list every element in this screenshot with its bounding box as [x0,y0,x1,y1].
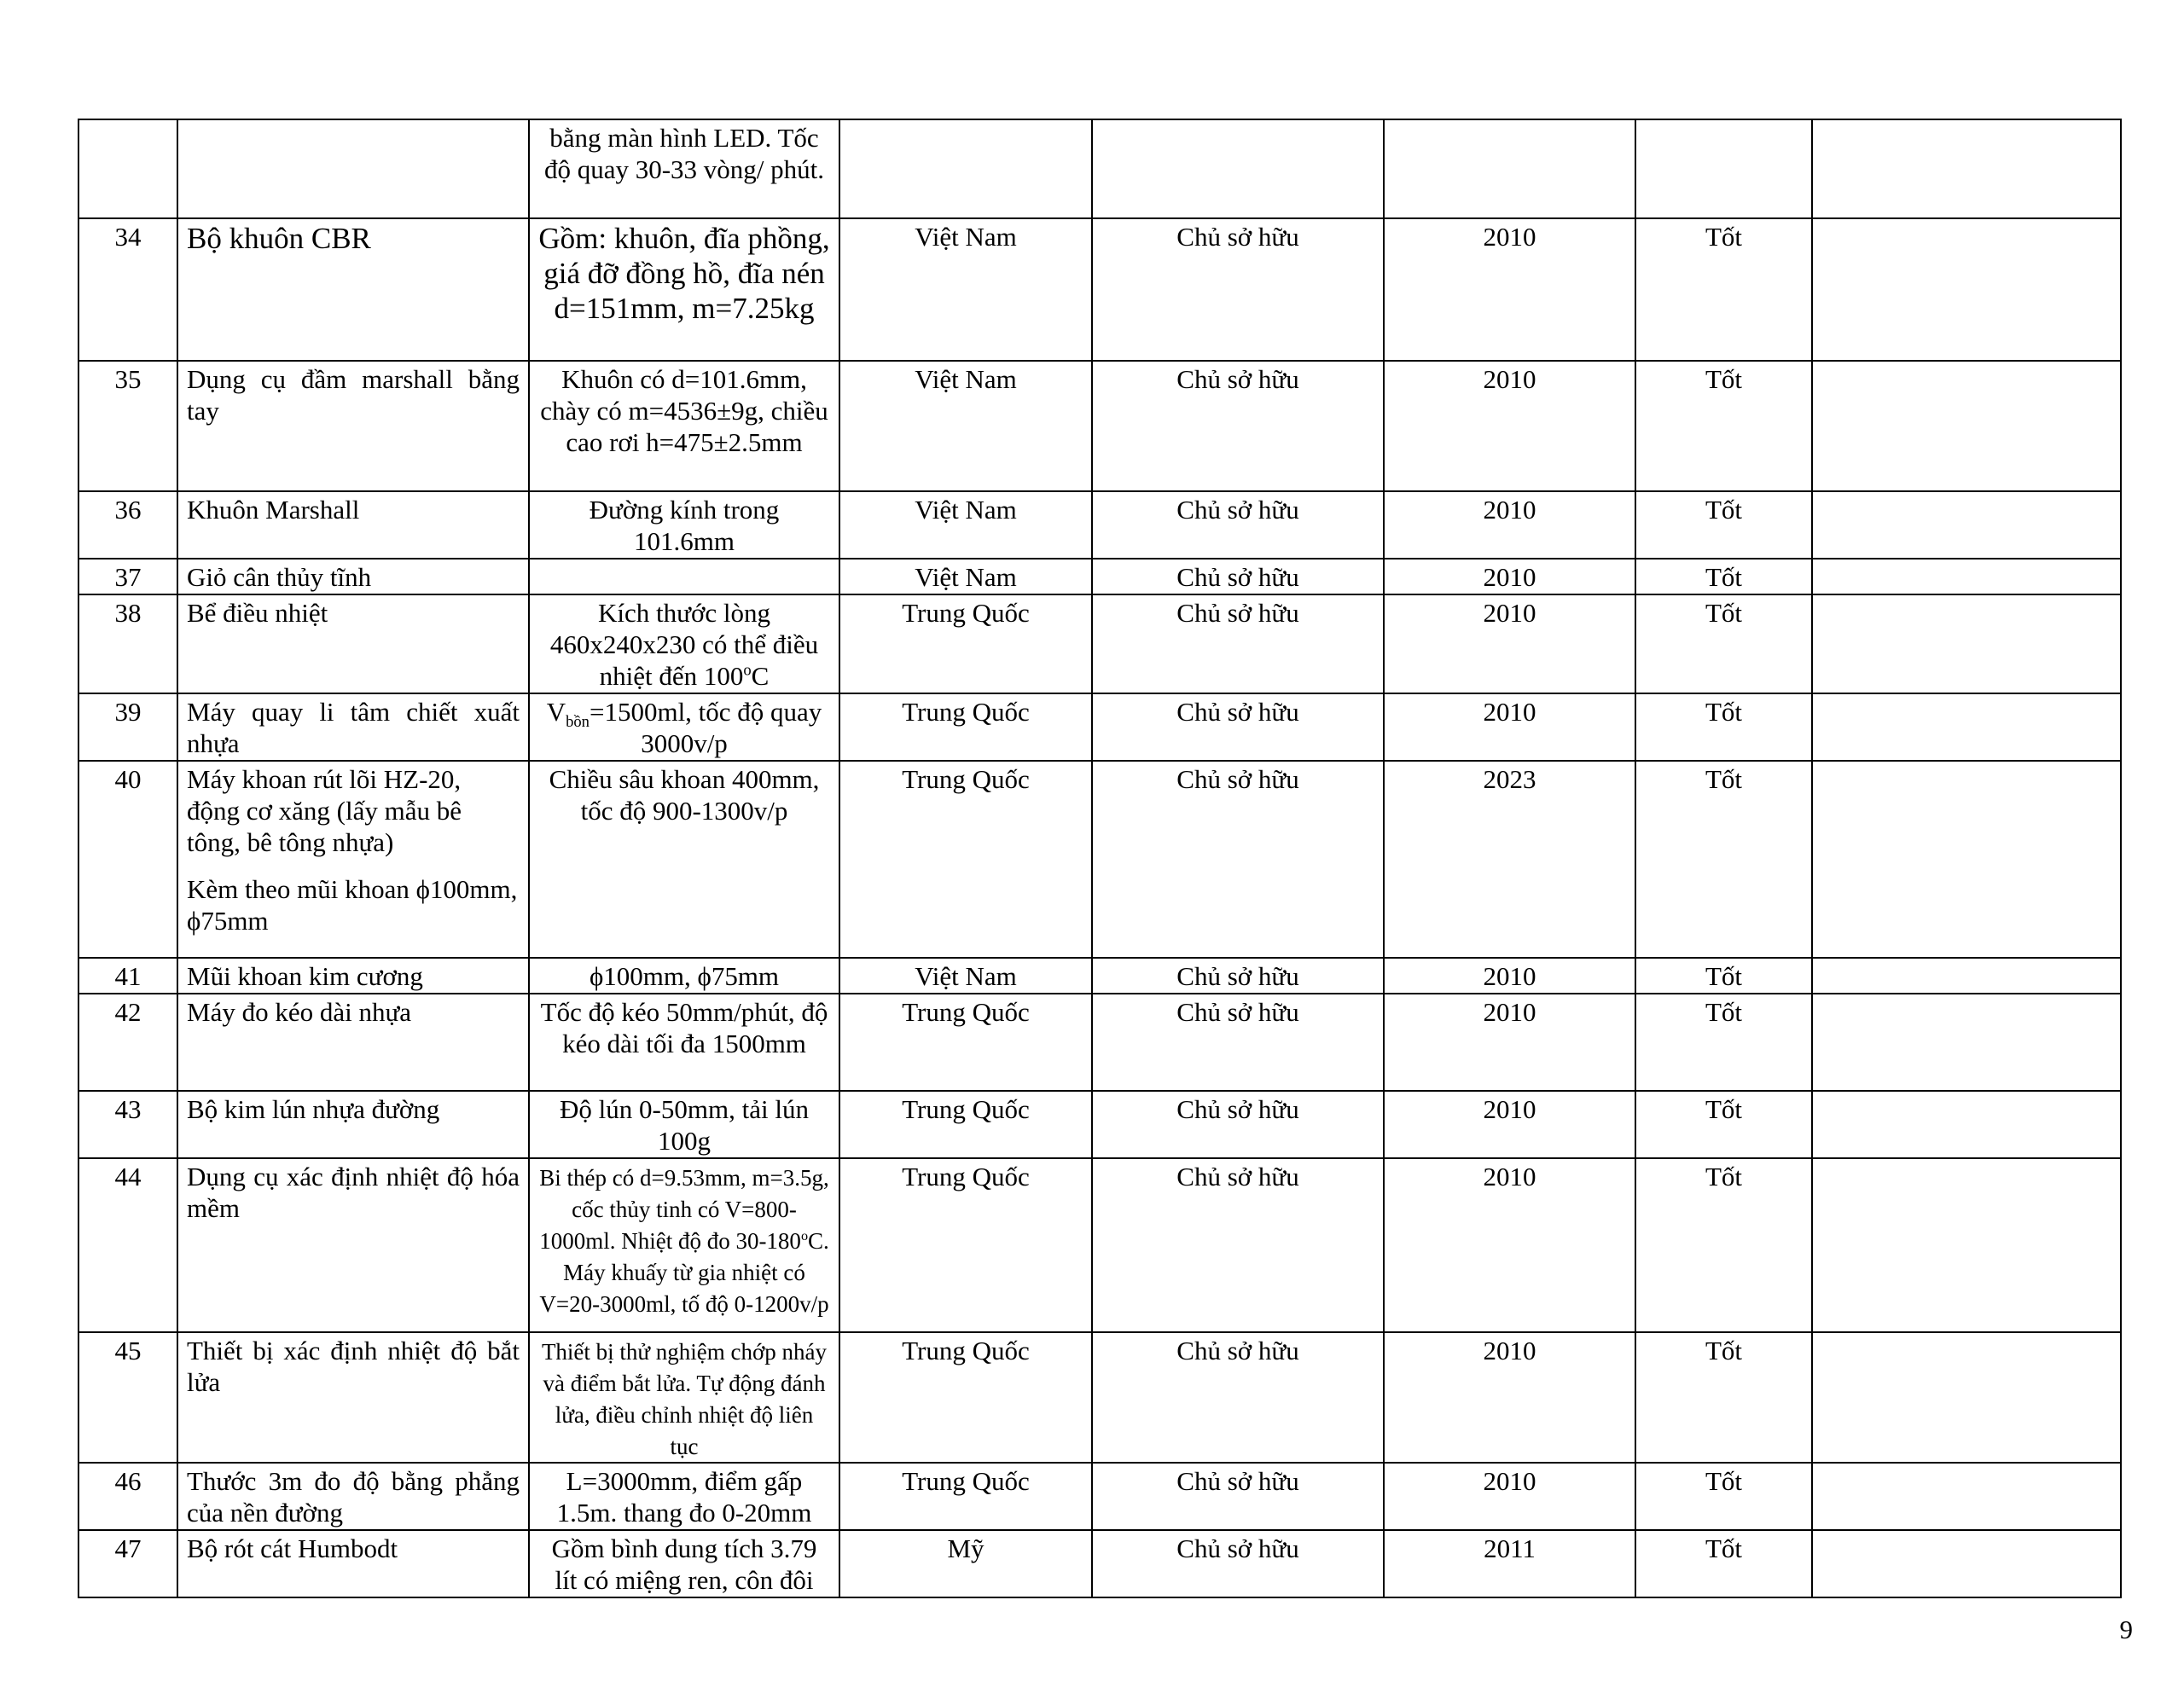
equipment-name: Máy đo kéo dài nhựa [177,994,529,1091]
status: Tốt [1635,994,1812,1091]
equipment-name: Thiết bị xác định nhiệt độ bắt lửa [177,1332,529,1463]
row-number: 44 [78,1158,177,1332]
page-number: 9 [2119,1615,2133,1644]
row-number: 34 [78,218,177,361]
origin: Trung Quốc [839,761,1092,958]
ownership [1092,119,1384,218]
origin: Việt Nam [839,491,1092,559]
table-row [78,1463,2121,1530]
equipment-spec: Gồm: khuôn, đĩa phồng, giá đỡ đồng hồ, đĩa nén d=151mm, m=7.25kg [538,222,830,325]
ownership: Chủ sở hữu [1092,218,1384,361]
equipment-spec: Đường kính trong 101.6mm [529,491,839,559]
ownership: Chủ sở hữu [1092,594,1384,693]
ownership: Chủ sở hữu [1092,958,1384,994]
year: 2010 [1384,1158,1635,1332]
ownership: Chủ sở hữu [1092,761,1384,958]
table-row [78,594,2121,693]
equipment-name: Khuôn Marshall [177,491,529,559]
row-number: 40 [78,761,177,958]
equipment-spec [529,559,839,594]
origin: Việt Nam [839,218,1092,361]
equipment-spec: ϕ100mm, ϕ75mm [529,958,839,994]
note [1812,693,2121,761]
note [1812,1463,2121,1530]
status: Tốt [1635,1530,1812,1597]
ownership: Chủ sở hữu [1092,1158,1384,1332]
year: 2010 [1384,218,1635,361]
year [1384,119,1635,218]
status: Tốt [1635,594,1812,693]
equipment-name: Thước 3m đo độ bằng phẳng của nền đường [177,1463,529,1530]
row-number [78,119,177,218]
note [1812,1332,2121,1463]
origin: Trung Quốc [839,594,1092,693]
status: Tốt [1635,1091,1812,1158]
year: 2010 [1384,559,1635,594]
status: Tốt [1635,1463,1812,1530]
row-number: 43 [78,1091,177,1158]
equipment-name: Bộ kim lún nhựa đường [177,1091,529,1158]
status: Tốt [1635,958,1812,994]
year: 2010 [1384,958,1635,994]
table-row [78,1332,2121,1463]
equipment-spec: Chiều sâu khoan 400mm, tốc độ 900-1300v/p [529,761,839,958]
status: Tốt [1635,761,1812,958]
equipment-spec: $V_{bồn}=1500ml$, tốc độ quay 3000v/p [529,693,839,761]
origin: Việt Nam [839,958,1092,994]
year: 2010 [1384,491,1635,559]
table-row [78,958,2121,994]
row-number: 42 [78,994,177,1091]
ownership: Chủ sở hữu [1092,1463,1384,1530]
note [1812,361,2121,491]
origin: Trung Quốc [839,1332,1092,1463]
note [1812,491,2121,559]
equipment-name: Bể điều nhiệt [177,594,529,693]
year: 2011 [1384,1530,1635,1597]
equipment-spec: Tốc độ kéo 50mm/phút, độ kéo dài tối đa 1500mm [529,994,839,1091]
status: Tốt [1635,693,1812,761]
equipment-name: Dụng cụ đầm marshall bằng tay [177,361,529,491]
table-row [78,693,2121,761]
row-number: 47 [78,1530,177,1597]
table-row [78,1530,2121,1597]
note [1812,594,2121,693]
year: 2010 [1384,361,1635,491]
equipment-spec: bằng màn hình LED. Tốc độ quay 30-33 vòng/ phút. [529,119,839,218]
row-number: 46 [78,1463,177,1530]
origin [839,119,1092,218]
ownership: Chủ sở hữu [1092,1530,1384,1597]
note [1812,994,2121,1091]
origin: Việt Nam [839,361,1092,491]
equipment-spec: L=3000mm, điểm gấp 1.5m. thang đo 0-20mm [529,1463,839,1530]
row-number: 38 [78,594,177,693]
year: 2010 [1384,1332,1635,1463]
row-number: 36 [78,491,177,559]
table-row [78,1091,2121,1158]
year: 2010 [1384,1463,1635,1530]
table-row [78,761,2121,958]
year: 2023 [1384,761,1635,958]
year: 2010 [1384,1091,1635,1158]
note [1812,218,2121,361]
origin: Việt Nam [839,559,1092,594]
ownership: Chủ sở hữu [1092,1091,1384,1158]
table-row [78,994,2121,1091]
origin: Trung Quốc [839,1158,1092,1332]
status: Tốt [1635,218,1812,361]
ownership: Chủ sở hữu [1092,994,1384,1091]
table-row [78,559,2121,594]
origin: Trung Quốc [839,1463,1092,1530]
equipment-name: Dụng cụ xác định nhiệt độ hóa mềm [177,1158,529,1332]
equipment-spec: Độ lún 0-50mm, tải lún 100g [529,1091,839,1158]
ownership: Chủ sở hữu [1092,693,1384,761]
note [1812,958,2121,994]
table-row [78,491,2121,559]
origin: Trung Quốc [839,1091,1092,1158]
table-row [78,218,2121,361]
ownership: Chủ sở hữu [1092,361,1384,491]
equipment-spec: Bi thép có d=9.53mm, m=3.5g, cốc thủy tinh có V=800-1000ml. Nhiệt độ đo 30-180$^o$C. Máy khuấy từ gia nhiệt có V=20-3000ml, tố độ 0-1200v/p [539,1165,829,1317]
note [1812,559,2121,594]
row-number: 35 [78,361,177,491]
origin: Trung Quốc [839,994,1092,1091]
note [1812,1530,2121,1597]
table-row [78,119,2121,218]
equipment-spec: Thiết bị thử nghiệm chớp nháy và điểm bắt lửa. Tự động đánh lửa, điều chỉnh nhiệt độ liên tục [541,1339,828,1459]
year: 2010 [1384,594,1635,693]
status [1635,119,1812,218]
status: Tốt [1635,1332,1812,1463]
row-number: 45 [78,1332,177,1463]
year: 2010 [1384,994,1635,1091]
equipment-name: Mũi khoan kim cương [177,958,529,994]
year: 2010 [1384,693,1635,761]
status: Tốt [1635,559,1812,594]
equipment-accessory: Kèm theo mũi khoan ϕ100mm, ϕ75mm [187,874,518,936]
note [1812,1091,2121,1158]
equipment-name: Bộ khuôn CBR [187,222,371,255]
ownership: Chủ sở hữu [1092,559,1384,594]
status: Tốt [1635,1158,1812,1332]
equipment-name: Máy khoan rút lõi HZ-20, động cơ xăng (lấy mẫu bê tông, bê tông nhựa) [187,764,462,857]
origin: Mỹ [839,1530,1092,1597]
table-row [78,361,2121,491]
ownership: Chủ sở hữu [1092,491,1384,559]
ownership: Chủ sở hữu [1092,1332,1384,1463]
equipment-spec: Gồm bình dung tích 3.79 lít có miệng ren, côn đôi [529,1530,839,1597]
note [1812,119,2121,218]
equipment-name: Giỏ cân thủy tĩnh [177,559,529,594]
row-number: 39 [78,693,177,761]
equipment-name: Máy quay li tâm chiết xuất nhựa [177,693,529,761]
note [1812,1158,2121,1332]
note [1812,761,2121,958]
status: Tốt [1635,361,1812,491]
equipment-spec: Kích thước lòng 460x240x230 có thể điều nhiệt đến 100$^o$C [529,594,839,693]
equipment-spec: Khuôn có d=101.6mm, chày có m=4536±9g, chiều cao rơi h=475±2.5mm [529,361,839,491]
equipment-table [78,119,2122,1598]
status: Tốt [1635,491,1812,559]
origin: Trung Quốc [839,693,1092,761]
equipment-name [177,119,529,218]
table-row [78,1158,2121,1332]
row-number: 37 [78,559,177,594]
row-number: 41 [78,958,177,994]
equipment-name: Bộ rót cát Humbodt [177,1530,529,1597]
